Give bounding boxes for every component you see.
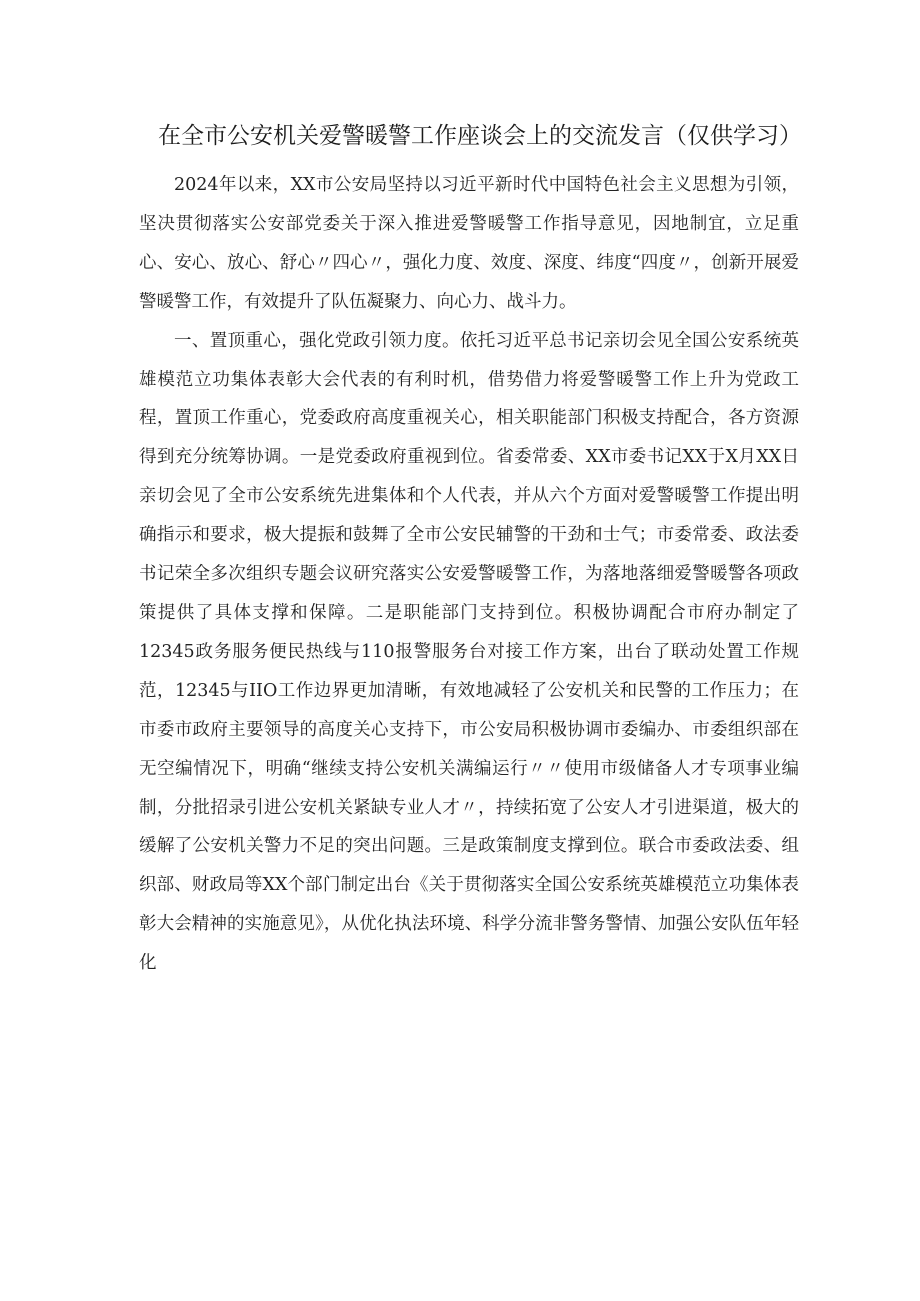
- document-body: [139, 166, 799, 983]
- paragraph-section-one: 一、置顶重心，强化党政引领力度。依托习近平总书记亲切会见全国公安系统英雄模范立功集体表彰大会代表的有利时机，借势借力将爱警暖警工作上升为党政工程，置顶工作重心，党委政府高度重视关心，相关职能部门积极支持配合，各方资源得到充分统筹协调。一是党委政府重视到位。省委常委、XX市委书记XX于X月XX日亲切会见了全市公安系统先进集体和个人代表，并从六个方面对爱警暖警工作提出明确指示和要求，极大提振和鼓舞了全市公安民辅警的干劲和士气；市委常委、政法委书记荣全多次组织专题会议研究落实公安爱警暖警工作，为落地落细爱警暖警各项政策提供了具体支撑和保障。二是职能部门支持到位。积极协调配合市府办制定了12345政务服务便民热线与110报警服务台对接工作方案，出台了联动处置工作规范，12345与IIO工作边界更加清晰，有效地减轻了公安机关和民警的工作压力；在市委市政府主要领导的高度关心支持下，市公安局积极协调市委编办、市委组织部在无空编情况下，明确“继续支持公安机关满编运行〃〃使用市级储备人才专项事业编制，分批招录引进公安机关紧缺专业人才〃，持续拓宽了公安人才引进渠道，极大的缓解了公安机关警力不足的突出问题。三是政策制度支撑到位。联合市委政法委、组织部、财政局等XX个部门制定出台《关于贯彻落实全国公安系统英雄模范立功集体表彰大会精神的实施意见》，从优化执法环境、科学分流非警务警情、加强公安队伍年轻化: [139, 330, 799, 974]
- document-title: 在全市公安机关爱警暖警工作座谈会上的交流发言（仅供学习）: [158, 123, 802, 149]
- paragraph-intro: 2024年以来，XX市公安局坚持以习近平新时代中国特色社会主义思想为引领，坚决贯彻落实公安部党委关于深入推进爱警暖警工作指导意见，因地制宜，立足重心、安心、放心、舒心〃四心〃，强化力度、效度、深度、纬度“四度〃，创新开展爱警暖警工作，有效提升了队伍凝聚力、向心力、战斗力。: [139, 175, 799, 312]
